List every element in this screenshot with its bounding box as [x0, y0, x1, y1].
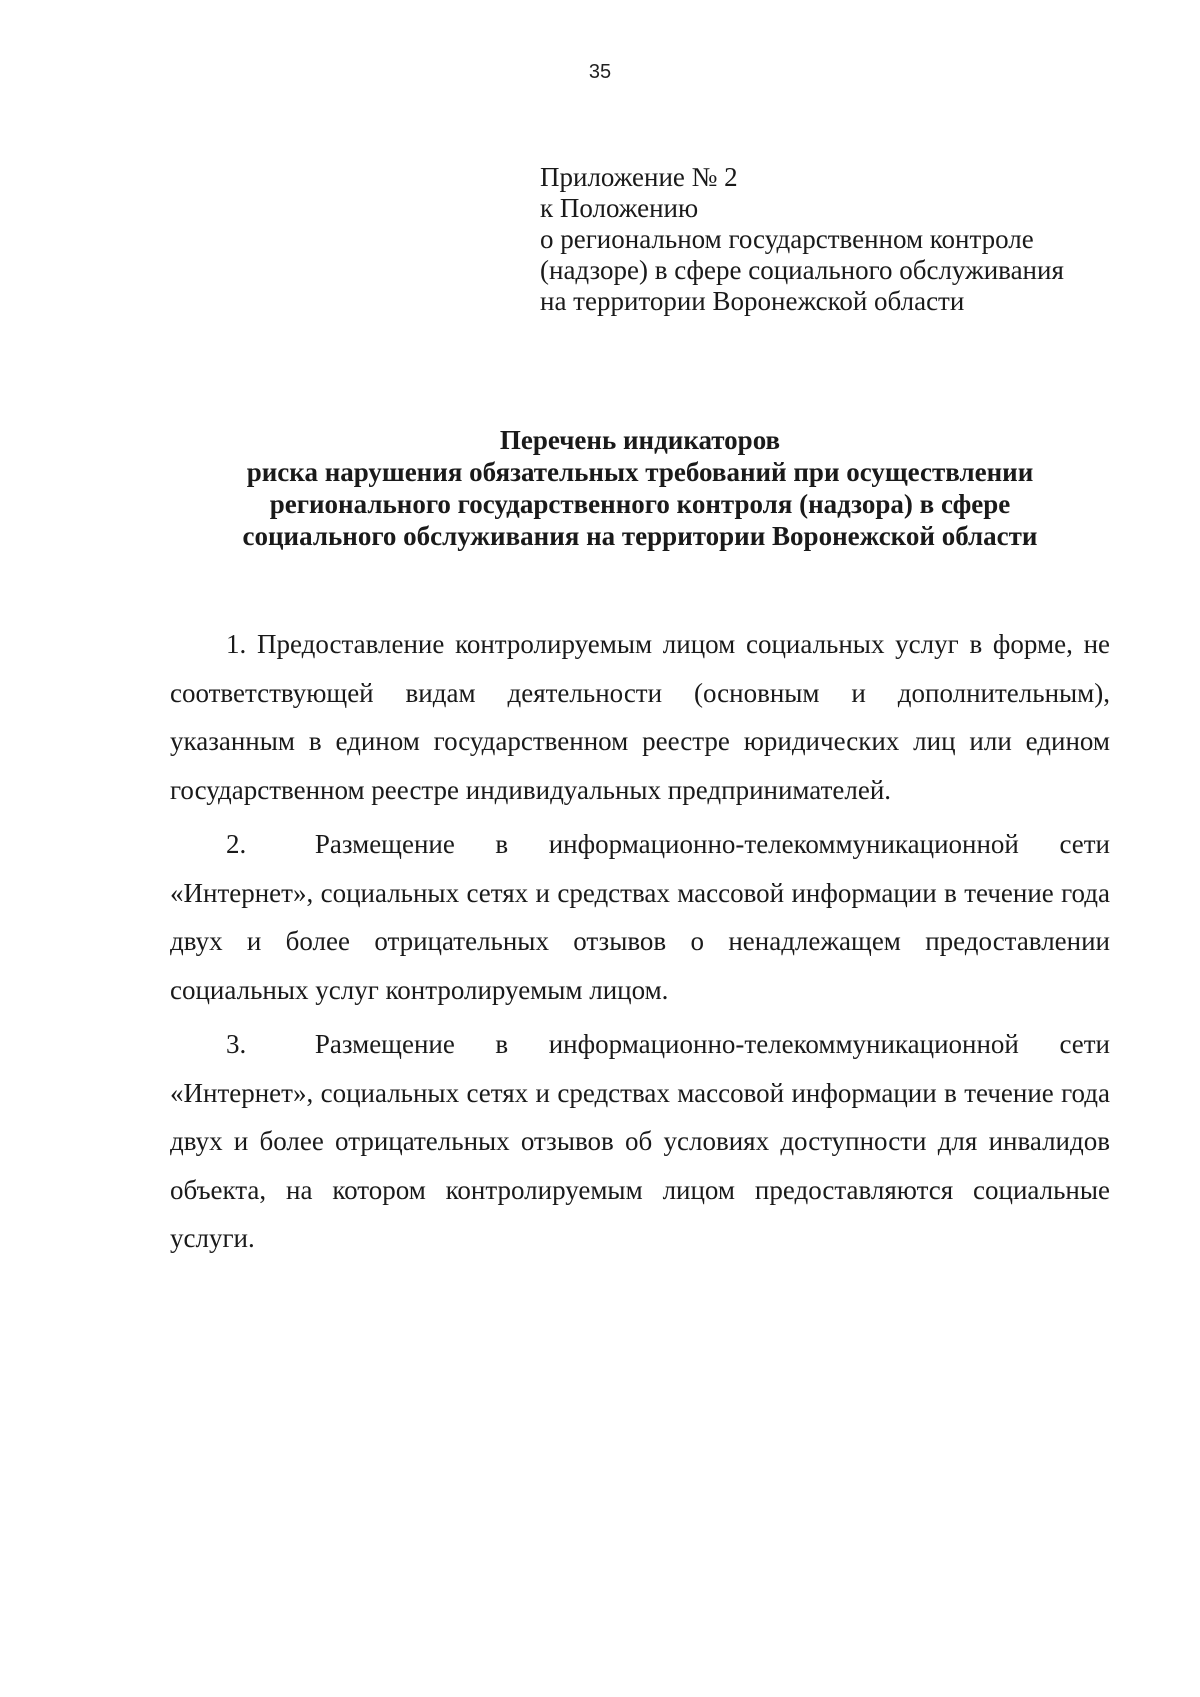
- item-text: Размещение в информационно-телекоммуникационной сети «Интернет», социальных сетях и средствах массовой информации в течение года двух и более отрицательных отзывов о ненадлежащем предоставлении социальных услуг контролируемым лицом.: [170, 829, 1110, 1005]
- appendix-line: к Положению: [540, 193, 699, 223]
- appendix-line: (надзоре) в сфере социального обслуживания: [540, 255, 1064, 285]
- list-item: [170, 820, 1110, 1014]
- item-number: 2.: [226, 829, 247, 859]
- item-number: 3.: [226, 1029, 247, 1059]
- list-item: [170, 620, 1110, 814]
- appendix-line: на территории Воронежской области: [540, 286, 965, 316]
- item-text: Размещение в информационно-телекоммуникационной сети «Интернет», социальных сетях и средствах массовой информации в течение года двух и более отрицательных отзывов об условиях доступности для инвалидов объекта, на котором контролируемым лицом предоставляются социальные услуги.: [170, 1029, 1110, 1253]
- item-number: 1.: [226, 629, 247, 659]
- appendix-reference: [540, 162, 1160, 317]
- document-title: [150, 424, 1130, 552]
- title-line: Перечень индикаторов: [499, 425, 781, 455]
- title-line: риска нарушения обязательных требований при осуществлении: [246, 457, 1034, 487]
- title-line: социального обслуживания на территории Воронежской области: [242, 521, 1038, 551]
- appendix-line: о региональном государственном контроле: [540, 224, 1034, 254]
- appendix-line: Приложение № 2: [540, 162, 738, 192]
- item-text: Предоставление контролируемым лицом социальных услуг в форме, не соответствующей видам деятельности (основным и дополнительным), указанным в едином государственном реестре юридических лиц или едином государственном реестре индивидуальных предпринимателей.: [170, 629, 1110, 805]
- indicator-list: [170, 620, 1110, 1269]
- page-number: 35: [588, 61, 612, 83]
- title-line: регионального государственного контроля (надзора) в сфере: [269, 489, 1011, 519]
- list-item: [170, 1020, 1110, 1263]
